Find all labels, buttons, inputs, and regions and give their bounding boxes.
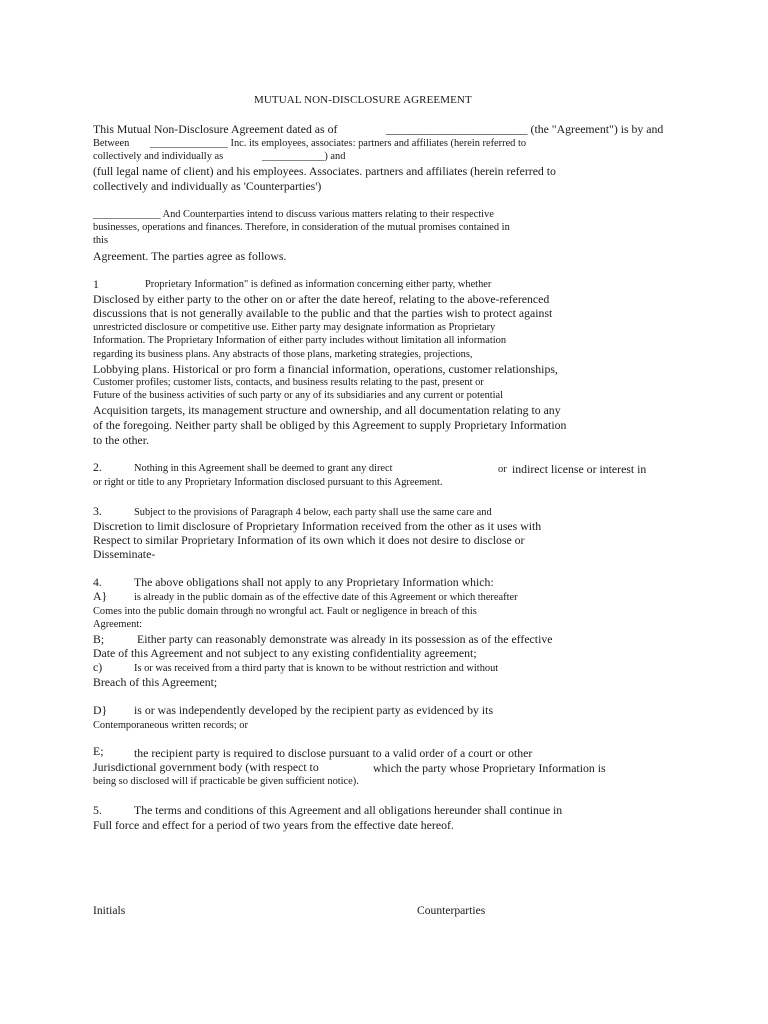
- text-line: Is or was received from a third party that is known to be without restriction and without: [134, 663, 499, 674]
- item-marker: c): [93, 660, 103, 674]
- blank-name-field: ____________) and: [262, 151, 346, 162]
- text-line: Date of this Agreement and not subject to any existing confidentiality agreement;: [93, 646, 477, 660]
- text-line: or: [498, 464, 507, 475]
- section-number: 4.: [93, 575, 102, 589]
- text-line: is already in the public domain as of the effective date of this Agreement or which thereafter: [134, 592, 518, 603]
- item-marker: E;: [93, 744, 104, 758]
- text-line: of the foregoing. Neither party shall be obliged by this Agreement to supply Proprietary Information: [93, 418, 567, 432]
- text-line: to the other.: [93, 433, 150, 447]
- text-line: Nothing in this Agreement shall be deemed to grant any direct: [134, 463, 393, 474]
- item-marker: A}: [93, 589, 108, 603]
- item-marker: B;: [93, 632, 105, 646]
- text-line: Agreement:: [93, 619, 143, 630]
- counterparties-label: Counterparties: [417, 904, 486, 917]
- text-line: _______________ Inc. its employees, associates: partners and affiliates (herein referred to: [150, 138, 527, 149]
- text-line: unrestricted disclosure or competitive use. Either party may designate information as Proprietary: [93, 322, 496, 333]
- text-line: Customer profiles; customer lists, contacts, and business results relating to the past, present or: [93, 377, 484, 388]
- text-line: this: [93, 235, 109, 246]
- text-line: Disseminate-: [93, 547, 156, 561]
- text-line: The above obligations shall not apply to any Proprietary Information which:: [134, 575, 494, 589]
- text-line: being so disclosed will if practicable be given sufficient notice).: [93, 776, 359, 787]
- text-line: discussions that is not generally available to the public and that the parties wish to protect against: [93, 306, 553, 320]
- text-line: _____________ And Counterparties intend to discuss various matters relating to their respective: [93, 209, 494, 220]
- item-marker: D}: [93, 703, 108, 717]
- text-line: Information. The Proprietary Information of either party includes without limitation all information: [93, 335, 507, 346]
- text-line: Agreement. The parties agree as follows.: [93, 249, 287, 263]
- text-line: (full legal name of client) and his employees. Associates. partners and affiliates (herein referred to: [93, 164, 556, 178]
- text-line: The terms and conditions of this Agreement and all obligations hereunder shall continue in: [134, 803, 563, 817]
- section-number: 5.: [93, 803, 102, 817]
- text-line: Full force and effect for a period of two years from the effective date hereof.: [93, 818, 454, 832]
- text-line: businesses, operations and finances. Therefore, in consideration of the mutual promises contained in: [93, 222, 510, 233]
- text-line: Between: [93, 138, 130, 149]
- text-line: regarding its business plans. Any abstracts of those plans, marketing strategies, projections,: [93, 349, 473, 360]
- text-line: Lobbying plans. Historical or pro form a financial information, operations, customer relationships,: [93, 362, 558, 376]
- text-line: is or was independently developed by the recipient party as evidenced by its: [134, 703, 494, 717]
- text-line: Contemporaneous written records; or: [93, 720, 248, 731]
- text-line: Subject to the provisions of Paragraph 4 below, each party shall use the same care and: [134, 507, 492, 518]
- text-line: or right or title to any Proprietary Information disclosed pursuant to this Agreement.: [93, 477, 443, 488]
- text-line: Either party can reasonably demonstrate was already in its possession as of the effective: [137, 632, 553, 646]
- text-line: Discretion to limit disclosure of Proprietary Information received from the other as it uses with: [93, 519, 542, 533]
- text-line: Breach of this Agreement;: [93, 675, 218, 689]
- section-number: 2.: [93, 460, 102, 474]
- text-line: Jurisdictional government body (with respect to: [93, 760, 319, 774]
- text-line: This Mutual Non-Disclosure Agreement dated as of: [93, 122, 338, 136]
- text-line: Comes into the public domain through no wrongful act. Fault or negligence in breach of this: [93, 606, 477, 617]
- text-line: Acquisition targets, its management structure and ownership, and all documentation relating to any: [93, 403, 561, 417]
- text-line: Proprietary Information" is defined as information concerning either party, whether: [145, 279, 492, 290]
- text-line: collectively and individually as 'Counterparties'): [93, 179, 322, 193]
- text-line: the recipient party is required to disclose pursuant to a valid order of a court or other: [134, 746, 533, 760]
- initials-label: Initials: [93, 904, 126, 917]
- text-line: which the party whose Proprietary Information is: [373, 761, 606, 775]
- text-line: collectively and individually as: [93, 151, 224, 162]
- blank-date-field: ________________________ (the "Agreement") is by and: [386, 122, 664, 136]
- section-number: 3.: [93, 504, 102, 518]
- section-number: 1: [93, 277, 99, 291]
- text-line: Respect to similar Proprietary Information of its own which it does not desire to disclose or: [93, 533, 525, 547]
- text-line: Future of the business activities of such party or any of its subsidiaries and any current or potential: [93, 390, 504, 401]
- document-title: MUTUAL NON-DISCLOSURE AGREEMENT: [254, 94, 472, 106]
- text-line: indirect license or interest in: [512, 462, 647, 476]
- text-line: Disclosed by either party to the other on or after the date hereof, relating to the above-referenced: [93, 292, 550, 306]
